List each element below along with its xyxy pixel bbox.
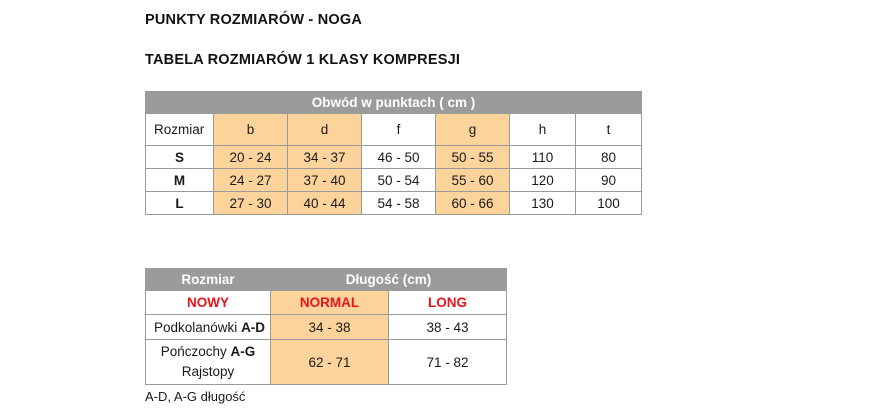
header-col-d: d <box>288 114 362 146</box>
table-row <box>146 269 507 291</box>
table-row <box>146 192 642 215</box>
cell-s-f: 46 - 50 <box>362 146 436 169</box>
header-col-t: t <box>576 114 642 146</box>
band-size: Rozmiar <box>146 269 271 291</box>
table-row <box>146 114 642 146</box>
cell-l-t: 100 <box>576 192 642 215</box>
row-label-s: S <box>146 146 214 169</box>
band-circumference: Obwód w punktach ( cm ) <box>146 92 642 114</box>
header-col-b: b <box>214 114 288 146</box>
band-length: Długość (cm) <box>271 269 507 291</box>
subheader-new: NOWY <box>146 291 271 315</box>
table-row <box>146 146 642 169</box>
cell-stockings-long: 71 - 82 <box>389 340 507 385</box>
table-row <box>146 340 507 385</box>
header-col-h: h <box>510 114 576 146</box>
length-table <box>145 268 507 385</box>
cell-l-d: 40 - 44 <box>288 192 362 215</box>
cell-m-d: 37 - 40 <box>288 169 362 192</box>
cell-m-h: 120 <box>510 169 576 192</box>
table-row <box>146 169 642 192</box>
cell-l-f: 54 - 58 <box>362 192 436 215</box>
cell-l-b: 27 - 30 <box>214 192 288 215</box>
cell-s-b: 20 - 24 <box>214 146 288 169</box>
row-label-text: Podkolanówki <box>154 319 242 335</box>
section-title: TABELA ROZMIARÓW 1 KLASY KOMPRESJI <box>145 52 461 68</box>
cell-s-g: 50 - 55 <box>436 146 510 169</box>
header-size: Rozmiar <box>146 114 214 146</box>
row-label-stockings <box>146 340 271 385</box>
cell-s-t: 80 <box>576 146 642 169</box>
row-label-text: Pończochy <box>160 344 231 359</box>
row-label-code: A-G <box>230 344 256 359</box>
row-label-code: A-D <box>241 319 266 335</box>
cell-knee-long: 38 - 43 <box>389 315 507 340</box>
header-col-g: g <box>436 114 510 146</box>
subheader-normal: NORMAL <box>271 291 389 315</box>
header-col-f: f <box>362 114 436 146</box>
row-label-l: L <box>146 192 214 215</box>
cell-m-t: 90 <box>576 169 642 192</box>
table-row <box>146 291 507 315</box>
cell-stockings-normal: 62 - 71 <box>271 340 389 385</box>
cell-s-d: 34 - 37 <box>288 146 362 169</box>
cell-m-b: 24 - 27 <box>214 169 288 192</box>
row-label-knee-high <box>146 315 271 340</box>
cell-l-h: 130 <box>510 192 576 215</box>
row-label-m: M <box>146 169 214 192</box>
cell-knee-normal: 34 - 38 <box>271 315 389 340</box>
subheader-long: LONG <box>389 291 507 315</box>
footnote: A-D, A-G długość <box>145 389 246 404</box>
cell-l-g: 60 - 66 <box>436 192 510 215</box>
cell-m-f: 50 - 54 <box>362 169 436 192</box>
row-label-text-2: Rajstopy <box>181 364 235 379</box>
size-points-table <box>145 91 642 215</box>
page-title: PUNKTY ROZMIARÓW - NOGA <box>145 12 362 28</box>
cell-s-h: 110 <box>510 146 576 169</box>
cell-m-g: 55 - 60 <box>436 169 510 192</box>
table-row <box>146 92 642 114</box>
table-row <box>146 315 507 340</box>
